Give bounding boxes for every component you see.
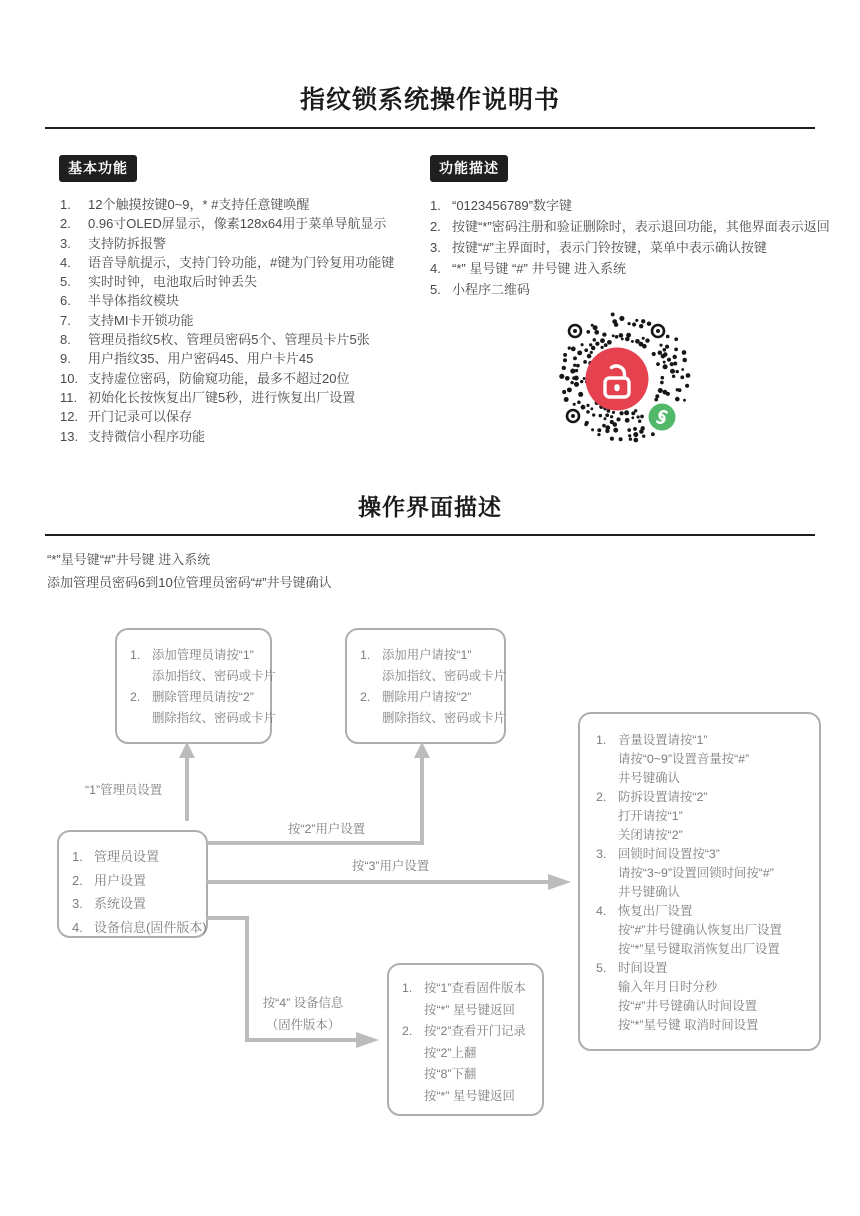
arrow-label-device-line2: （固件版本） (265, 1018, 341, 1032)
list-item (430, 279, 830, 300)
flow-line: 打开请按“1” (618, 809, 683, 823)
flow-line: 井号键确认 (618, 885, 680, 899)
arrow-label-device-line1: 按“4” 设备信息 (262, 996, 344, 1010)
flow-line: 2. 按“2”查看开门记录 (402, 1024, 526, 1038)
list-item-text: 实时时钟，电池取后时钟丢失 (88, 274, 258, 290)
list-item-text: 小程序二维码 (452, 282, 531, 297)
list-item-text: “0123456789”数字键 (452, 198, 572, 213)
list-item (60, 234, 430, 253)
list-item-text: “*” 星号键 “#” 井号键 进入系统 (452, 261, 627, 276)
list-item-text: 支持防拆报警 (88, 235, 167, 251)
list-item-number: 5. (60, 274, 71, 290)
list-item-text: 支持虚位密码，防偷窥功能，最多不超过20位 (88, 370, 350, 386)
flow-line: 删除指纹、密码或卡片 (382, 711, 506, 725)
list-item-number: 3. (430, 240, 441, 255)
list-item-number: 11. (60, 389, 78, 405)
flow-line: 按“2”上翻 (424, 1045, 477, 1060)
arrow-user-shaft-v (420, 757, 424, 845)
flow-line: 2. 删除用户请按“2” (360, 690, 472, 704)
flow-box-main-menu (57, 830, 208, 938)
section-title: 操作界面描述 (358, 494, 502, 520)
flow-line: 关闭请按“2” (618, 828, 683, 842)
list-item-text: 初始化长按恢复出厂键5秒，进行恢复出厂设置 (88, 389, 356, 405)
operation-intro (47, 548, 332, 594)
flow-line: 5. 时间设置 (596, 961, 668, 975)
list-item-number: 1. (430, 198, 441, 213)
list-item-text: 按键“*”密码注册和验证删除时，表示退回功能，其他界面表示返回 (452, 219, 830, 234)
function-description-list (430, 195, 830, 300)
flow-line: 按“#”井号键确认时间设置 (618, 999, 758, 1013)
list-item-number: 13. (60, 428, 79, 444)
list-item (60, 272, 430, 291)
list-item-text: 12个触摸按键0~9，* #支持任意键唤醒 (88, 197, 310, 212)
flow-line: 3. 回锁时间设置按“3” (596, 847, 720, 861)
flow-box-device-info (387, 963, 544, 1116)
arrow-label-device (243, 992, 363, 1036)
list-item-number: 9. (60, 351, 71, 367)
list-item-number: 5. (430, 282, 441, 297)
list-item (60, 407, 430, 426)
list-item-number: 1. (60, 197, 71, 212)
list-item (60, 388, 430, 407)
list-item-text: 管理员指纹5枚、管理员密码5个、管理员卡片5张 (88, 332, 370, 348)
intro-line: 添加管理员密码6到10位管理员密码“#”井号键确认 (47, 575, 332, 590)
function-description-badge: 功能描述 (430, 155, 508, 182)
list-item-number: 4. (60, 254, 71, 270)
list-item-number: 8. (60, 332, 71, 348)
list-item (430, 216, 830, 237)
mini-program-qr-code (552, 303, 702, 453)
flow-box-system-settings (578, 712, 821, 1051)
list-item (60, 349, 430, 368)
flow-line: 输入年月日时分秒 (618, 980, 718, 994)
list-item (60, 369, 430, 388)
list-item-number: 12. (60, 409, 79, 425)
list-item (430, 237, 830, 258)
divider-top (45, 127, 815, 129)
list-item-number: 2. (430, 219, 441, 234)
basic-functions-badge: 基本功能 (59, 155, 137, 182)
list-item (60, 195, 430, 214)
arrow-device-shaft-3 (245, 1038, 357, 1042)
list-item (430, 258, 830, 279)
flow-line: 2. 防拆设置请按“2” (596, 790, 708, 804)
flow-line: 4. 设备信息(固件版本) (72, 919, 207, 935)
list-item-text: 支持微信小程序功能 (88, 428, 206, 444)
arrow-system-shaft (207, 880, 548, 884)
flow-line: 3. 系统设置 (72, 896, 147, 911)
wechat-miniprogram-badge (649, 404, 676, 431)
flow-line: 1. 添加管理员请按“1” (130, 648, 254, 662)
flow-line: 按“#”井号键确认恢复出厂设置 (618, 923, 782, 937)
arrow-label-admin: “1”管理员设置 (85, 783, 163, 797)
divider-section (45, 534, 815, 536)
list-item (60, 427, 430, 446)
flow-line: 添加指纹、密码或卡片 (382, 669, 506, 683)
flow-line: 按“*” 星号键返回 (424, 1088, 515, 1103)
list-item (430, 195, 830, 216)
list-item-text: 用户指纹35、用户密码45、用户卡片45 (88, 351, 314, 367)
list-item (60, 214, 430, 233)
flow-box-admin-settings (115, 628, 276, 744)
arrow-label-user: 按“2”用户设置 (288, 822, 366, 836)
list-item-text: 支持MI卡开锁功能 (88, 312, 194, 328)
flow-line: 请按“3~9”设置回锁时间按“#” (618, 866, 774, 880)
arrow-up-icon (414, 742, 430, 758)
flow-line: 2. 删除管理员请按“2” (130, 690, 254, 704)
flow-line: 按“*”星号键取消恢复出厂设置 (618, 942, 780, 956)
flow-line: 1. 音量设置请按“1” (596, 733, 708, 747)
list-item-number: 10. (60, 370, 79, 386)
list-item (60, 291, 430, 310)
page-title: 指纹锁系统操作说明书 (299, 86, 560, 114)
list-item-number: 2. (60, 216, 71, 232)
list-item (60, 311, 430, 330)
list-item (60, 253, 430, 272)
arrow-up-icon (179, 742, 195, 758)
flow-line: 4. 恢复出厂设置 (596, 904, 693, 918)
flow-line: 按“8”下翻 (424, 1067, 477, 1081)
flow-line: 井号键确认 (618, 771, 680, 785)
list-item-number: 3. (60, 235, 71, 251)
flow-line: 删除指纹、密码或卡片 (152, 711, 276, 725)
list-item-text: 半导体指纹模块 (88, 293, 180, 309)
flow-line: 1. 添加用户请按“1” (360, 648, 472, 662)
basic-functions-list (60, 195, 430, 446)
list-item-text: 开门记录可以保存 (88, 409, 193, 425)
list-item-number: 7. (60, 312, 71, 328)
flow-line: 添加指纹、密码或卡片 (152, 669, 276, 683)
arrow-device-shaft-1 (207, 916, 249, 920)
list-item-text: 0.96寸OLED屏显示，像素128x64用于菜单导航显示 (88, 216, 387, 232)
flow-line: 1. 管理员设置 (72, 849, 160, 864)
flow-line: 按“*”星号键 取消时间设置 (618, 1018, 759, 1032)
arrow-admin-shaft (185, 757, 189, 821)
intro-line: “*”星号键“#”井号键 进入系统 (47, 552, 211, 567)
list-item-text: 语音导航提示，支持门铃功能，#键为门铃复用功能键 (88, 254, 395, 270)
flow-line: 请按“0~9”设置音量按“#” (618, 752, 750, 766)
qr-svg (552, 303, 702, 453)
list-item-number: 4. (430, 261, 441, 276)
list-item (60, 330, 430, 349)
arrow-user-shaft-h (207, 841, 424, 845)
list-item-number: 6. (60, 293, 71, 309)
arrow-right-icon (548, 874, 571, 890)
arrow-label-system: 按“3”用户设置 (352, 859, 430, 873)
flow-line: 2. 用户设置 (72, 872, 147, 888)
flow-line: 按“*” 星号键返回 (424, 1002, 515, 1017)
flow-line: 1. 按“1”查看固件版本 (402, 981, 526, 995)
list-item-text: 按键“#”主界面时，表示门铃按键，菜单中表示确认按键 (452, 240, 767, 255)
flow-box-user-settings (345, 628, 506, 744)
